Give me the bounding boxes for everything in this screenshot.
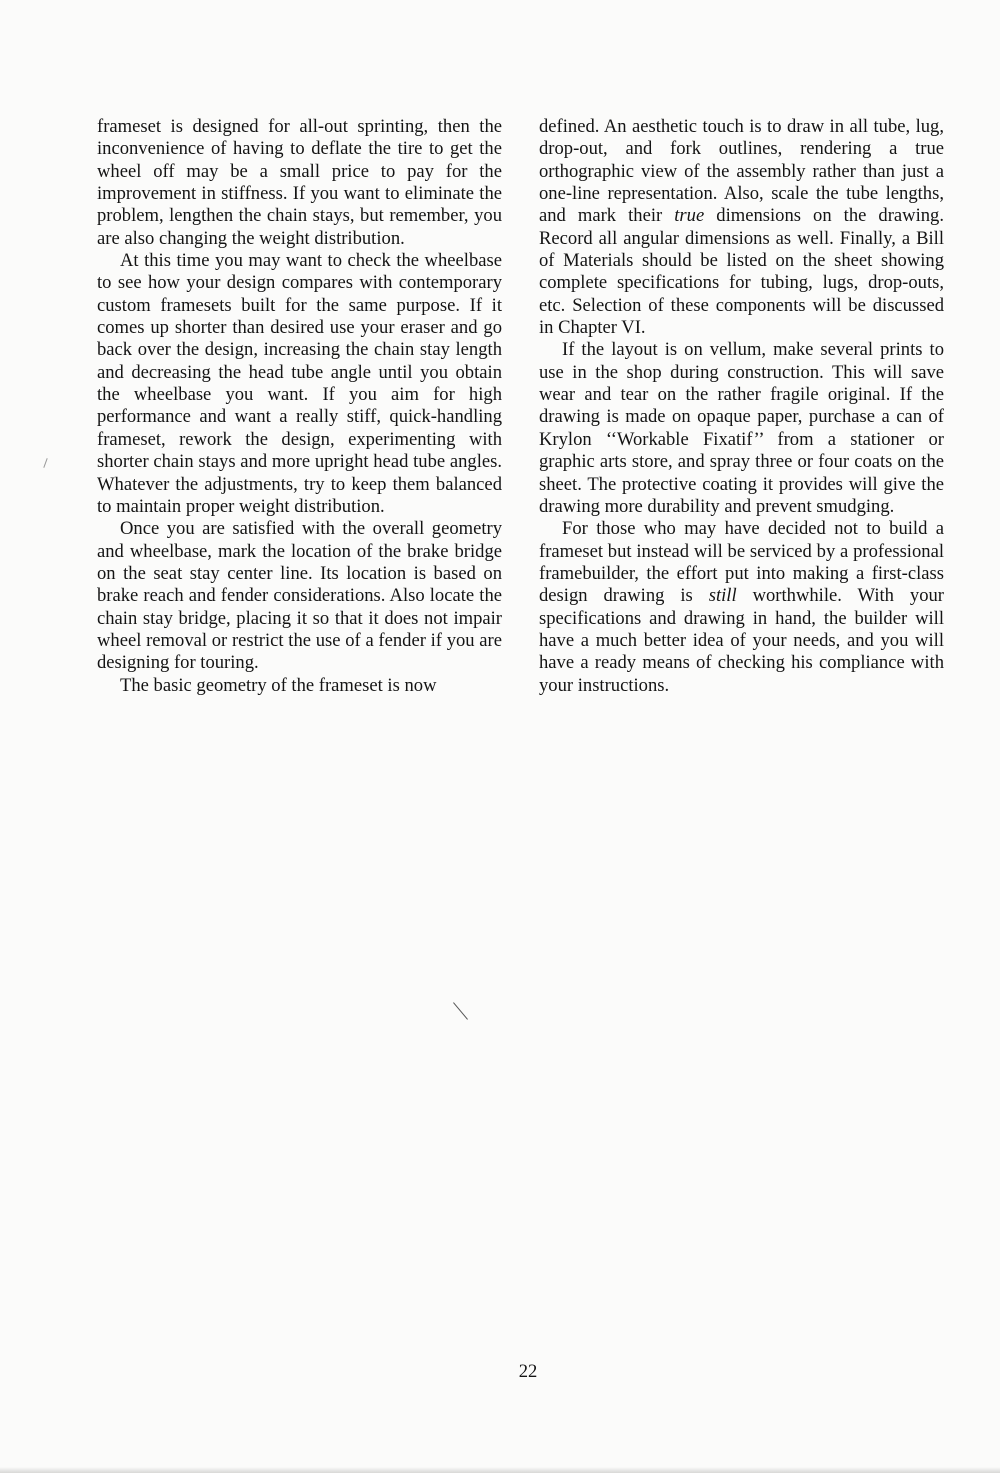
paragraph-check-wheelbase: At this time you may want to check the wheelbase to see how your design compares with contemporary custom framesets built for the same purpose. If it comes up shorter than desired use your eraser and go back over the design, increasing the chain stay length and decreasing the head tube angle until you obtain the wheelbase you want. If you aim for high performance and want a really stiff, quick-handling frameset, rework the design, experimenting with shorter chain stays and more upright head tube angles. Whatever the adjustments, try to keep them balanced to maintain proper weight distribution.	[97, 250, 502, 517]
paragraph-frameset-sprinting: frameset is designed for all-out sprinting, then the inconvenience of having to deflate the tire to get the wheel off may be a small price to pay for the improvement in stiffness. If you want to eliminate the problem, lengthen the chain stays, but remember, you are also changing the weight distribution.	[97, 116, 502, 249]
paragraph-brake-bridge: Once you are satisfied with the overall geometry and wheelbase, mark the location of the brake bridge on the seat stay center line. Its location is based on brake reach and fender considerations. Also locate the chain stay bridge, placing it so that it does not impair wheel removal or restrict the use of a fender if you are designing for touring.	[97, 518, 502, 674]
stray-margin-mark	[43, 458, 47, 468]
paragraph-aesthetic-touch	[539, 116, 944, 339]
paragraph-professional-framebuilder-part-1: For those who may have decided not to build a frameset but instead will be serviced by a professional framebuilder, the effort put into making a first-class design drawing is	[539, 518, 944, 607]
page-bottom-edge	[0, 1467, 1000, 1473]
paragraph-professional-framebuilder	[539, 518, 944, 697]
stray-pencil-mark	[453, 1002, 468, 1019]
emphasis-still: still	[708, 585, 737, 607]
emphasis-true: true	[674, 205, 705, 227]
right-column	[539, 116, 944, 697]
left-column	[97, 116, 502, 697]
paragraph-aesthetic-touch-part-1: defined. An aesthetic touch is to draw in all tube, lug, drop-out, and fork outlines, rendering a true orthographic view of the assembly rather than just a one-line representation. Also, scale the tube lengths, and mark their	[539, 116, 944, 227]
paragraph-professional-framebuilder-part-2: worthwhile. With your specifications and drawing in hand, the builder will have a much better idea of your needs, and you will have a ready means of checking his compliance with your instructions.	[539, 585, 944, 696]
paragraph-basic-geometry: The basic geometry of the frameset is now	[120, 674, 437, 696]
paragraph-vellum-layout: If the layout is on vellum, make several prints to use in the shop during construction. This will save wear and tear on the rather fragile original. If the drawing is made on opaque paper, purchase a can of Krylon ‘‘Workable Fixatif’’ from a stationer or graphic arts store, and spray three or four coats on the sheet. The protective coating it provides will give the drawing more durability and prevent smudging.	[539, 339, 944, 517]
page-number: 22	[518, 1361, 538, 1382]
paragraph-aesthetic-touch-part-2: dimensions on the drawing. Record all angular dimensions as well. Finally, a Bill of Materials should be listed on the sheet showing complete specifications for tubing, lugs, drop-outs, etc. Selection of these components will be discussed in Chapter VI.	[539, 205, 944, 339]
